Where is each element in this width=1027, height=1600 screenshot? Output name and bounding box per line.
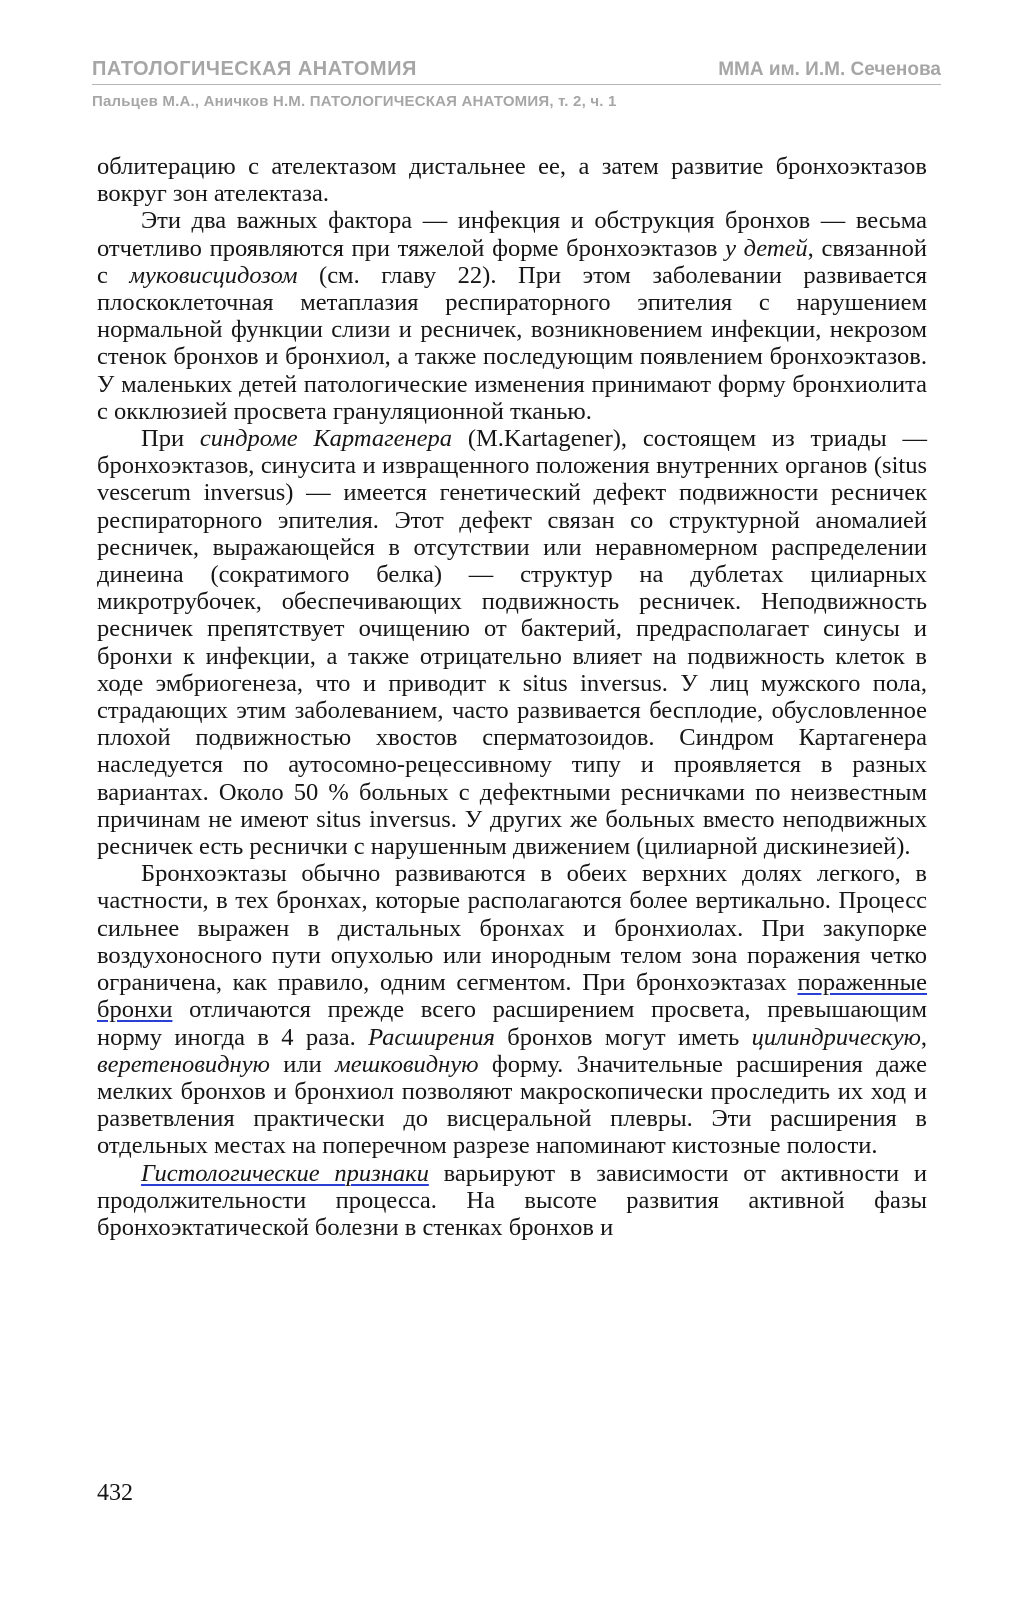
paragraph-4-text-c: бронхов могут иметь (494, 1023, 752, 1051)
paragraph-4-text-f: форму. Значительные расширения даже мелких бронхов и бронхиол позволяют макроскопически проследить их ход и разветвления практически до висцеральной плевры. Эти расширения в отдельных местах на поперечном разрезе напоминают кистозные полости. (97, 1050, 928, 1160)
paragraph-1: облитерацию с ателектазом дистальнее ее, а затем развитие бронхоэктазов вокруг зон ателектаза. (97, 153, 927, 208)
running-header (92, 58, 941, 85)
header-subtitle: Пальцев М.А., Аничков Н.М. ПАТОЛОГИЧЕСКАЯ АНАТОМИЯ, т. 2, ч. 1 (92, 93, 617, 110)
page-body (97, 153, 927, 1241)
paragraph-5-text-a: варьируют в зависимости от активности и продолжительности процесса. На высоте развития активной фазы бронхоэктатической болезни в стенках бронхов и (97, 1159, 928, 1241)
paragraph-2-text-b: , связанной с (97, 234, 927, 289)
paragraph-2 (97, 207, 927, 425)
paragraph-4-text-e: или (269, 1050, 336, 1078)
paragraph-4 (97, 860, 927, 1159)
header-institution: ММА им. И.М. Сеченова (718, 59, 941, 80)
paragraph-4-text-a: Бронхоэктазы обычно развиваются в обеих верхних долях легкого, в частности, в тех бронхах, которые располагаются более вертикально. Процесс сильнее выражен в дистальных бронхах и бронхиолах. При закупорке воздухоносного пути опухолью или инородным телом зона поражения четко ограничена, как правило, одним сегментом. При бронхоэктазах (97, 860, 927, 997)
emphasis-kartagener-syndrome: синдроме Картагенера (199, 425, 453, 453)
emphasis-cystic-fibrosis: муковисцидозом (129, 261, 298, 289)
emphasis-cylindrical: цилиндрическую (751, 1023, 921, 1051)
link-histological-signs[interactable]: Гистологические признаки (141, 1159, 429, 1187)
paragraph-5 (97, 1160, 927, 1242)
paragraph-3-text-b: (M.Kartagener), состоящем из триады — бронхоэктазов, синусита и извращенного положения внутренних органов (situs vescerum inversus) — имеется генетический дефект подвижности ресничек респираторного эпителия. Этот дефект связан со структурной аномалией ресничек, выражающейся в отсутствии или неравномерном распределении динеина (сократимого белка) — структур на дублетах цилиарных микротрубочек, обеспечивающих подвижность ресничек. Неподвижность ресничек препятствует очищению от бактерий, предрасполагает синусы и бронхи к инфекции, а также отрицательно влияет на подвижность клеток в ходе эмбриогенеза, что и приводит к situs inversus. У лиц мужского пола, страдающих этим заболеванием, часто развивается бесплодие, обусловленное плохой подвижностью хвостов сперматозоидов. Синдром Картагенера наследуется по аутосомно-рецессивному типу и проявляется в разных вариантах. Около 50 % больных с дефектными ресничками по неизвестным причинам не имеют situs inversus. У других же больных вместо неподвижных ресничек есть реснички с нарушенным движением (цилиарной дискинезией). (97, 425, 927, 861)
paragraph-3 (97, 425, 927, 860)
paragraph-4-text-b: отличаются прежде всего расширением просвета, превышающим норму иногда в 4 раза. (97, 996, 927, 1051)
page-number: 432 (97, 1480, 133, 1506)
emphasis-fusiform: веретеновидную (97, 1050, 270, 1078)
paragraph-2-text-c: (см. главу 22). При этом заболевании развивается плоскоклеточная метаплазия респираторного эпителия с нарушением нормальной функции слизи и ресничек, возникновением инфекции, некрозом стенок бронхов и бронхиол, а также последующим появлением бронхоэктазов. У маленьких детей патологические изменения принимают форму бронхиолита с окклюзией просвета грануляционной тканью. (97, 261, 927, 425)
emphasis-dilations: Расширения (368, 1023, 495, 1051)
paragraph-2-text-a: Эти два важных фактора — инфекция и обструкция бронхов — весьма отчетливо проявляются при тяжелой форме бронхоэктазов (97, 207, 927, 262)
paragraph-3-text-a: При (141, 425, 200, 453)
emphasis-children: у детей (725, 234, 808, 262)
paragraph-4-text-d: , (920, 1023, 927, 1051)
emphasis-saccular: мешковидную (335, 1050, 479, 1078)
link-affected-bronchi[interactable]: пораженные бронхи (97, 969, 927, 1024)
header-title: ПАТОЛОГИЧЕСКАЯ АНАТОМИЯ (92, 58, 417, 80)
